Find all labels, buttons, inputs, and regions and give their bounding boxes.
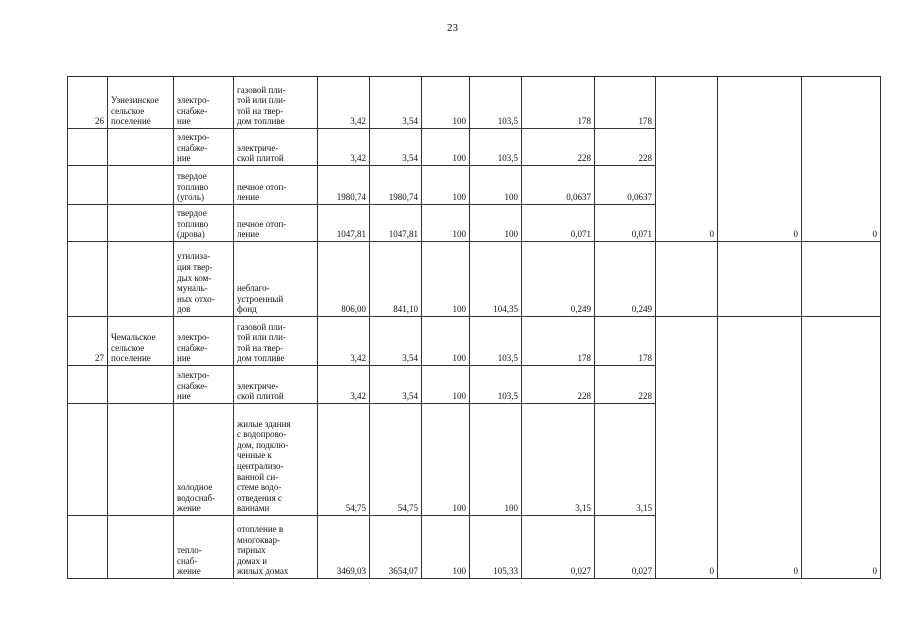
service-cell: электро- снабже- ние	[174, 366, 234, 404]
row-number: 27	[68, 317, 108, 366]
value-cell: 3,42	[318, 317, 370, 366]
value-cell: 103,5	[470, 129, 522, 166]
category-cell: печное отоп- ление	[234, 166, 318, 205]
value-cell: 100	[422, 166, 470, 205]
empty-cell	[108, 166, 174, 205]
value-cell: 3,15	[595, 404, 656, 516]
value-cell: 0,0637	[522, 166, 595, 205]
value-cell: 100	[470, 205, 522, 242]
value-cell: 3,54	[370, 77, 422, 129]
value-cell: 105,33	[470, 516, 522, 579]
shared-value-cell: 0	[802, 317, 881, 579]
value-cell: 100	[422, 366, 470, 404]
value-cell: 228	[595, 366, 656, 404]
service-cell: твердое топливо (уголь)	[174, 166, 234, 205]
empty-cell	[68, 129, 108, 166]
value-cell: 100	[470, 166, 522, 205]
value-cell: 178	[522, 317, 595, 366]
service-cell: электро- снабже- ние	[174, 77, 234, 129]
empty-cell	[68, 516, 108, 579]
category-cell: электриче- ской плитой	[234, 129, 318, 166]
category-cell: отопление в многоквар- тирных домах и жилых домах	[234, 516, 318, 579]
empty-cell	[718, 242, 802, 317]
category-cell: неблаго- устроенный фонд	[234, 242, 318, 317]
category-cell: электриче- ской плитой	[234, 366, 318, 404]
value-cell: 0,249	[522, 242, 595, 317]
value-cell: 806,00	[318, 242, 370, 317]
empty-cell	[108, 404, 174, 516]
value-cell: 100	[422, 516, 470, 579]
value-cell: 178	[595, 317, 656, 366]
value-cell: 178	[522, 77, 595, 129]
category-cell: жилые здания с водопрово- дом, подклю- ченные к централизо- ванной си- стеме водо- отведения с ваннами	[234, 404, 318, 516]
value-cell: 54,75	[370, 404, 422, 516]
value-cell: 3,42	[318, 366, 370, 404]
value-cell: 228	[522, 129, 595, 166]
value-cell: 100	[422, 242, 470, 317]
empty-cell	[108, 366, 174, 404]
value-cell: 3,15	[522, 404, 595, 516]
value-cell: 100	[422, 317, 470, 366]
empty-cell	[108, 205, 174, 242]
value-cell: 104,35	[470, 242, 522, 317]
empty-cell	[108, 242, 174, 317]
table-row	[68, 242, 881, 317]
category-cell: печное отоп- ление	[234, 205, 318, 242]
value-cell: 100	[422, 205, 470, 242]
empty-cell	[68, 242, 108, 317]
page-number: 23	[447, 22, 458, 34]
value-cell: 100	[470, 404, 522, 516]
value-cell: 3,42	[318, 129, 370, 166]
row-number: 26	[68, 77, 108, 129]
value-cell: 100	[422, 129, 470, 166]
empty-cell	[68, 205, 108, 242]
value-cell: 100	[422, 77, 470, 129]
value-cell: 1047,81	[318, 205, 370, 242]
empty-cell	[108, 516, 174, 579]
empty-cell	[802, 242, 881, 317]
service-cell: электро- снабже- ние	[174, 129, 234, 166]
table-row	[68, 317, 881, 366]
shared-value-cell: 0	[718, 317, 802, 579]
value-cell: 1980,74	[370, 166, 422, 205]
settlement-name: Чемальское сельское поселение	[108, 317, 174, 366]
value-cell: 0,071	[522, 205, 595, 242]
value-cell: 3,54	[370, 129, 422, 166]
empty-cell	[108, 129, 174, 166]
service-cell: утилиза- ция твер- дых ком- муналь- ных отхо- дов	[174, 242, 234, 317]
service-cell: тепло- снаб- жение	[174, 516, 234, 579]
value-cell: 3,42	[318, 77, 370, 129]
service-cell: электро- снабже- ние	[174, 317, 234, 366]
empty-cell	[68, 366, 108, 404]
service-cell: холодное водоснаб- жение	[174, 404, 234, 516]
value-cell: 178	[595, 77, 656, 129]
table-row	[68, 77, 881, 129]
value-cell: 228	[522, 366, 595, 404]
value-cell: 0,0637	[595, 166, 656, 205]
value-cell: 0,027	[522, 516, 595, 579]
empty-cell	[68, 404, 108, 516]
value-cell: 3,54	[370, 317, 422, 366]
service-cell: твердое топливо (дрова)	[174, 205, 234, 242]
value-cell: 228	[595, 129, 656, 166]
value-cell: 103,5	[470, 317, 522, 366]
empty-cell	[656, 242, 718, 317]
shared-value-cell: 0	[656, 317, 718, 579]
category-cell: газовой пли- той или пли- той на твер- дом топливе	[234, 317, 318, 366]
value-cell: 0,249	[595, 242, 656, 317]
settlement-name: Узнезинское сельское поселение	[108, 77, 174, 129]
tariff-table	[67, 76, 881, 579]
value-cell: 3,54	[370, 366, 422, 404]
shared-value-cell: 0	[802, 77, 881, 242]
value-cell: 0,071	[595, 205, 656, 242]
empty-cell	[68, 166, 108, 205]
value-cell: 100	[422, 404, 470, 516]
value-cell: 1047,81	[370, 205, 422, 242]
value-cell: 1980,74	[318, 166, 370, 205]
category-cell: газовой пли- той или пли- той на твер- дом топливе	[234, 77, 318, 129]
value-cell: 103,5	[470, 77, 522, 129]
value-cell: 54,75	[318, 404, 370, 516]
value-cell: 0,027	[595, 516, 656, 579]
value-cell: 841,10	[370, 242, 422, 317]
shared-value-cell: 0	[718, 77, 802, 242]
value-cell: 3469,03	[318, 516, 370, 579]
value-cell: 3654,07	[370, 516, 422, 579]
shared-value-cell: 0	[656, 77, 718, 242]
value-cell: 103,5	[470, 366, 522, 404]
